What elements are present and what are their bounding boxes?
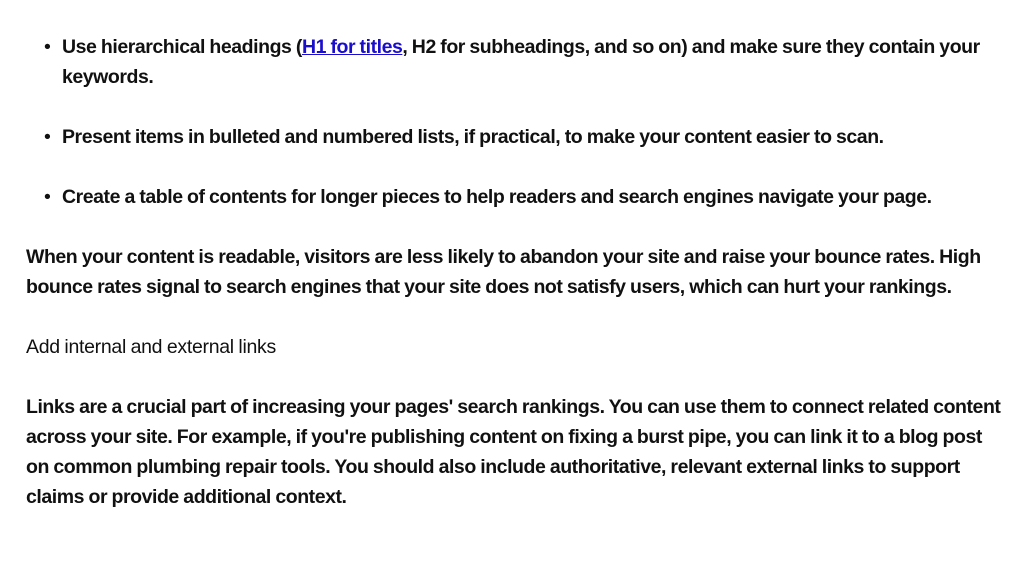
readability-paragraph: When your content is readable, visitors are less likely to abandon your site and raise your bounce rates. High bounce rates signal to search engines that your site does not satisfy users, which can hurt your rankings.	[26, 246, 981, 298]
bullet-icon: •	[44, 186, 51, 208]
list-item	[26, 32, 1001, 92]
bullet-icon: •	[44, 126, 51, 148]
list-item-text: Present items in bulleted and numbered lists, if practical, to make your content easier to scan.	[62, 126, 884, 148]
tips-list	[26, 32, 1001, 212]
list-item	[26, 182, 1001, 212]
list-item	[26, 122, 1001, 152]
list-item-text-suffix: , H2 for subheadings, and so on) and make sure they contain your keywords.	[62, 36, 980, 88]
section-heading: Add internal and external links	[26, 336, 276, 358]
links-paragraph: Links are a crucial part of increasing your pages' search rankings. You can use them to connect related content across your site. For example, if you're publishing content on fixing a burst pipe, you can link it to a blog post on common plumbing repair tools. You should also include authoritative, relevant external links to support claims or provide additional context.	[26, 396, 1001, 508]
article-content	[26, 32, 1001, 542]
bullet-icon: •	[44, 36, 51, 58]
h1-for-titles-link[interactable]: H1 for titles	[301, 36, 403, 58]
list-item-text-prefix: Use hierarchical headings (	[62, 36, 302, 58]
list-item-text: Create a table of contents for longer pieces to help readers and search engines navigate your page.	[62, 186, 932, 208]
